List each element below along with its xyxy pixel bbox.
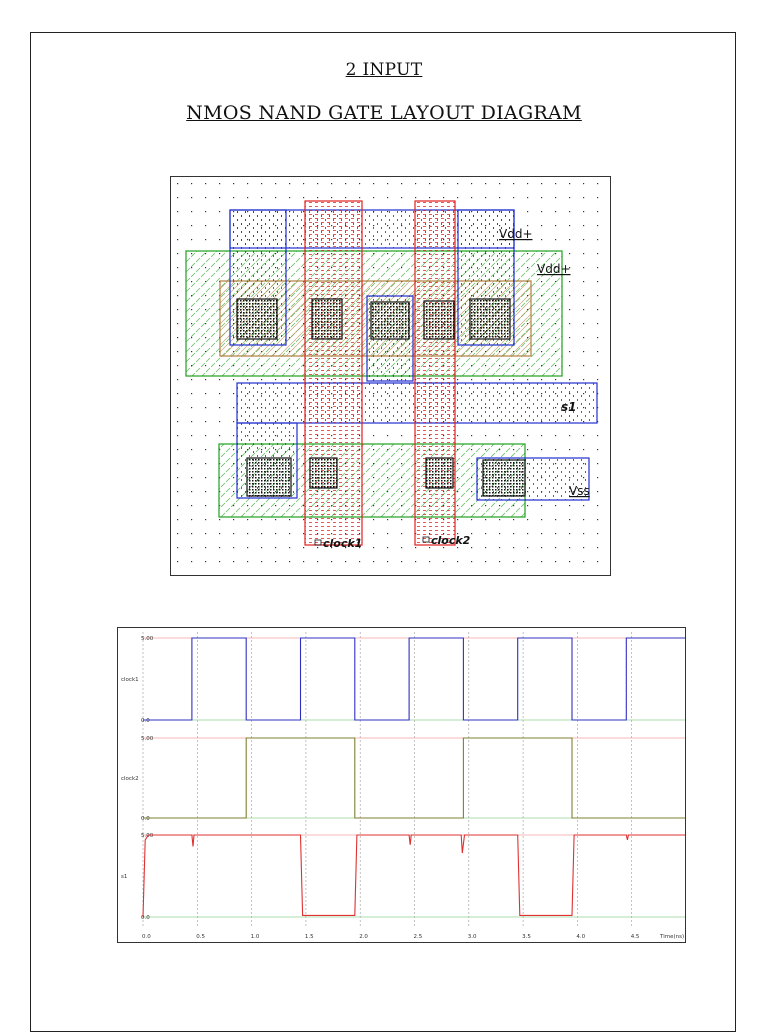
- contact-5: [470, 299, 510, 339]
- x-tick-label: 3.5: [522, 934, 531, 940]
- y-tick-label: 0.0: [141, 718, 150, 724]
- label-vdd-well: Vdd+: [537, 262, 571, 276]
- y-tick-label: 0.0: [141, 915, 150, 921]
- page-title-line1: 2 INPUT: [345, 60, 423, 80]
- poly-gate-clock2: [415, 201, 455, 545]
- y-tick-label: 5.00: [141, 636, 154, 642]
- label-vss: Vss: [569, 484, 590, 498]
- series-label: clock2: [121, 776, 139, 782]
- contact-3: [371, 302, 409, 339]
- series-label: s1: [121, 874, 128, 880]
- waveform-chart: [117, 627, 686, 943]
- contact-6: [247, 458, 291, 496]
- label-s1: s1: [561, 400, 577, 414]
- contact-2: [312, 299, 342, 339]
- x-tick-label: 0.5: [196, 934, 206, 940]
- contact-4: [424, 301, 454, 339]
- page-title-line2: NMOS NAND GATE LAYOUT DIAGRAM: [186, 102, 582, 124]
- label-vdd-metal: Vdd+: [499, 227, 533, 241]
- x-tick-label: 2.0: [359, 934, 368, 940]
- x-tick-label: 2.5: [413, 934, 423, 940]
- x-tick-label: 4.0: [576, 934, 586, 940]
- contact-8: [426, 458, 453, 488]
- contact-9: [483, 460, 525, 496]
- trace-clock1: [143, 638, 686, 720]
- x-tick-label: 1.0: [250, 934, 260, 940]
- layout-diagram: [170, 176, 611, 576]
- x-tick-label: 4.5: [630, 934, 640, 940]
- contact-1: [237, 299, 277, 339]
- y-tick-label: 0.0: [141, 816, 150, 822]
- label-clock1: clock1: [323, 537, 363, 550]
- x-tick-label: 1.5: [304, 934, 314, 940]
- label-clock2: clock2: [431, 534, 471, 547]
- poly-gate-clock1: [305, 201, 362, 545]
- series-label: clock1: [121, 677, 139, 683]
- y-tick-label: 5.00: [141, 736, 154, 742]
- x-tick-label: 0.0: [142, 934, 151, 940]
- y-tick-label: 5.00: [141, 833, 154, 839]
- x-tick-label: 3.0: [467, 934, 477, 940]
- x-tick-label: Time(ns): [660, 934, 685, 940]
- contact-7: [310, 458, 337, 488]
